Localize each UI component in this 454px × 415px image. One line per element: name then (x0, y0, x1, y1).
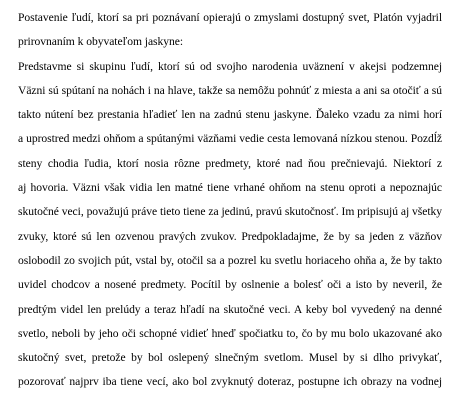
text-line: uvidel chodcov a nosené predmety. Pocítil by oslnenie a bolesť oči a isto by neveril, že (18, 278, 442, 292)
text-line: takto nútení bez prestania hľadieť len na zadnú stenu jaskyne. Ďaleko vzadu za nimi horí (18, 108, 442, 122)
text-line: predtým videl len prelúdy a teraz hľadí na skutočné veci. A keby bol vyvedený na denné (18, 302, 442, 316)
text-line: skutočný svet, pretože by bol oslepený slnečným svetlom. Musel by si dlho privykať, (18, 351, 442, 365)
text-line: pozorovať najprv iba tiene vecí, ako bol zvyknutý doteraz, postupne ich obrazy na vodnej (18, 375, 442, 389)
text-line: skutočné veci, považujú práve tieto tiene za jedinú, pravú skutočnosť. Im pripisujú aj všetky (18, 205, 442, 219)
text-line: aj hovoria. Väzni však vidia len matné tiene vrhané ohňom na stenu oproti a nepoznajúc (18, 181, 442, 195)
text-line: Väzni sú spútaní na nohách i na hlave, takže sa nemôžu pohnúť z miesta a ani sa otočiť a sú (18, 83, 442, 97)
text-line: svetlo, neboli by jeho oči schopné vidieť hneď spočiatku to, čo by mu bolo ukazované ako (18, 326, 442, 340)
text-line: Predstavme si skupinu ľudí, ktorí sú od svojho narodenia uväznení v akejsi podzemnej (18, 59, 442, 73)
text-line: a uprostred medzi ohňom a spútanými väzňami vedie cesta lemovaná nízkou stenou. Pozdĺž (18, 132, 442, 146)
text-line: prirovnaním k obyvateľom jaskyne: (18, 35, 184, 49)
document-text (18, 6, 442, 395)
text-line: steny chodia ľudia, ktorí nosia rôzne predmety, ktoré nad ňou prečnievajú. Niektorí z (18, 156, 442, 170)
text-line: zvuky, ktoré sú len ozvenou pravých zvukov. Predpokladajme, že by sa jeden z väzňov (18, 229, 442, 243)
text-line: oslobodil zo svojich pút, vstal by, otočil sa a pozrel ku svetlu horiaceho ohňa a, že by takto (18, 253, 442, 267)
text-line: Postavenie ľudí, ktorí sa pri poznávaní opierajú o zmyslami dostupný svet, Platón vyjadril (18, 11, 442, 24)
